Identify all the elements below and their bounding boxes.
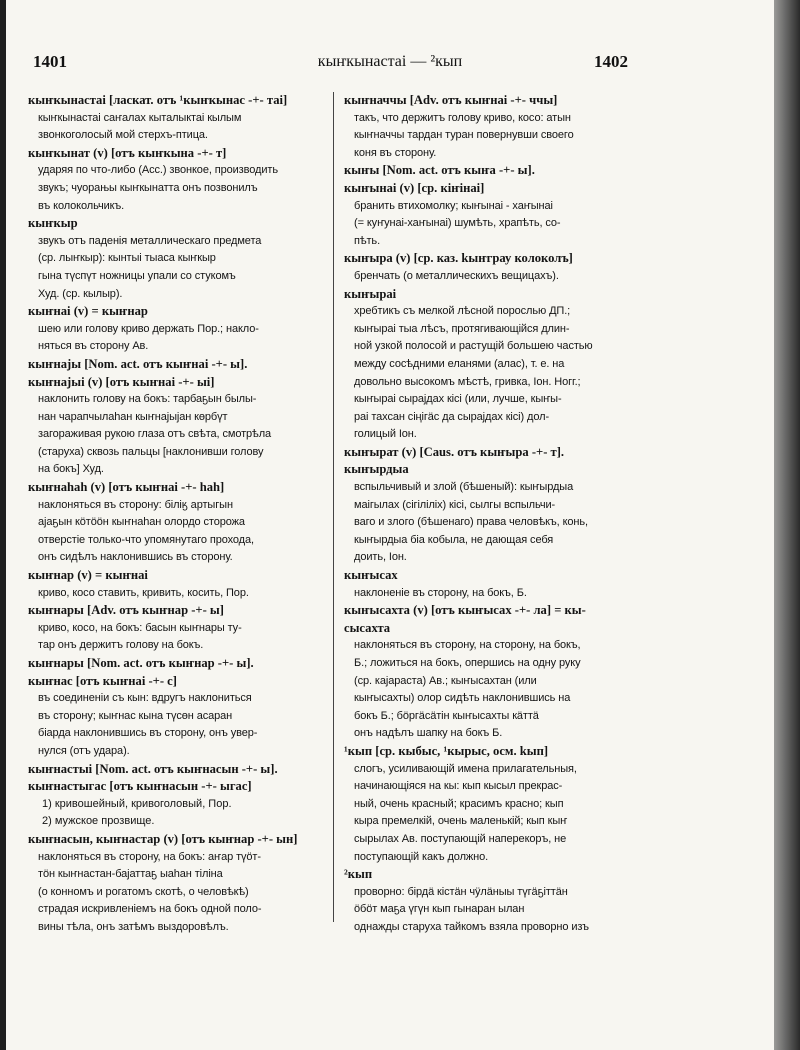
entry-text-line: въ колокольчикъ. — [38, 199, 125, 212]
entry-text-line: кыҥыраі тыа лѣсъ, протягивающійся длин- — [354, 322, 570, 335]
page-header — [6, 52, 774, 78]
entry-text-line: довольно высокомъ мѣстѣ, гривка, Іон. Ногг.; — [354, 375, 581, 388]
entry-text-line: кыҥырдыа біа кобыла, не дающая себя — [354, 533, 554, 546]
entry-text-line: шею или голову криво держать Пор.; накло- — [38, 322, 259, 335]
entry-headword-line: кыҥыраі — [344, 286, 397, 301]
entry-text-line: ударяя по что-либо (Acc.) звонкое, производить — [38, 164, 278, 177]
entry-text-line: няться въ сторону Ав. — [38, 340, 149, 353]
entry-text-line: Худ. (ср. кылыр). — [38, 287, 123, 300]
entry-text-line: ајаҕын кӧтӧӧн кыҥнаһан олордо сторожа — [38, 516, 245, 529]
entry-text-line: біарда наклонившись въ сторону, онъ увер- — [38, 727, 258, 740]
column-divider — [333, 92, 334, 922]
entry-text-line: криво, косо ставить, кривить, косить, Пор. — [38, 586, 249, 599]
right-column — [344, 92, 644, 937]
entry-text-line: голицый Іон. — [354, 428, 417, 441]
entry-text-line: кыҥысахты) олор сидѣть наклонившись на — [354, 692, 571, 705]
entry-text-line: звукъ; чуорањы кыҥкынатта онъ позвонилъ — [38, 181, 258, 194]
entry-text-line: онъ надѣлъ шапку на бокъ Б. — [354, 727, 503, 740]
entry-text-line: наклонить голову на бокъ: тарбаҕын былы- — [38, 393, 257, 406]
entry-text-line: (старуха) сквозь пальцы [наклонивши голову — [38, 445, 264, 458]
entry-text-line: между сосѣдними еланями (алас), т. е. на — [354, 357, 565, 370]
entry-text-line: сырылах Ав. поступающій наперекоръ, не — [354, 832, 567, 845]
entry-text-line: звонкоголосый мой стерхъ-птица. — [38, 129, 208, 142]
entry-text-line: нан чарапчылаһан кыҥнајыјан көрбүт — [38, 410, 228, 423]
entry-text-line: вспыльчивый и злой (бѣшеный): кыҥырдыа — [354, 481, 574, 494]
entry-headword-line: кыҥысах — [344, 568, 398, 583]
left-page-number: 1401 — [33, 52, 67, 71]
entry-text-line: нулся (отъ удара). — [38, 744, 130, 757]
entry-text-line: гына түспүт ножницы упали со стукомъ — [38, 269, 236, 282]
entry-headword-line: кыҥынаі (v) [ср. кіҥінаі] — [344, 180, 485, 195]
entry-headword-line: кыҥнајыі (v) [отъ кыҥнаі -+- ыі] — [28, 374, 215, 389]
entry-headword-line: сысахта — [344, 620, 391, 635]
entry-text-line: доить, Іон. — [354, 551, 407, 564]
entry-headword-line: кыҥнары [Nom. act. отъ кыҥнар -+- ы]. — [28, 656, 254, 670]
entry-text-line: наклоненіе въ сторону, на бокъ, Б. — [354, 586, 527, 599]
entry-text-line: загораживая рукою глаза отъ свѣта, смотрѣла — [38, 428, 272, 441]
entry-headword-line: кыҥнастыі [Nom. act. отъ кыҥнасын -+- ы]. — [28, 761, 278, 776]
entry-text-line: Б.; ложиться на бокъ, опершись на одну руку — [354, 657, 581, 669]
left-column — [28, 92, 328, 937]
entry-headword-line: кыҥы [Nom. act. отъ кыҥа -+- ы]. — [344, 163, 535, 178]
entry-headword-line: кыҥкыр — [28, 216, 78, 231]
entry-text-line: въ соединеніи съ кын: вдругъ наклониться — [38, 692, 252, 705]
entry-text-line: слогъ, усиливающій имена прилагательныя, — [354, 762, 577, 775]
entry-text-line: (ср. кајараста) Ав.; кыҥысахтан (или — [354, 674, 537, 687]
entry-text-line: коня въ сторону. — [354, 146, 437, 159]
entry-headword-line: кыҥнасын, кыҥнастар (v) [отъ кыҥнар -+- ын] — [28, 831, 298, 846]
entry-text-line: раі тахсан сіңігӓс да сырајдах кісі) дол- — [354, 410, 550, 423]
entry-text-line: кыра премелкій, очень маленькій; кып кыҥ — [354, 815, 568, 828]
entry-text-line: кыҥначчы тардан туран повернувши своего — [354, 129, 574, 142]
entry-headword-line: кыҥнаі (v) = кыҥнар — [28, 304, 148, 319]
entry-headword-line: кыҥысахта (v) [отъ кыҥысах -+- ла] = кы- — [344, 603, 586, 618]
entry-headword-line: кыҥнар (v) = кыҥнаі — [28, 568, 148, 583]
entry-text-line: однажды старуха тайкомъ взяла проворно изъ — [354, 920, 589, 933]
entry-text-line: (ср. лыҥкыр): кынтыі тыаса кыҥкыр — [38, 252, 216, 265]
running-title: кыҥкынастаі — ²кып — [317, 53, 463, 70]
entry-text-line: ӧбӧт маҕа үгүн кып гынаран ылан — [354, 903, 525, 916]
entry-text-line: ной узкой полосой и растущій большею частью — [354, 340, 593, 353]
entry-text-line: начинающіяся на кы: кып кысыл прекрас- — [354, 780, 563, 793]
right-page-number: 1402 — [594, 52, 628, 71]
dictionary-page — [6, 0, 774, 1050]
entry-headword-line: ¹кып [ср. кыбыс, ¹кырыс, осм. kып] — [344, 743, 549, 758]
entry-headword-line: ²кып — [344, 867, 373, 882]
entry-text-line: наклоняться въ сторону, на сторону, на бокъ, — [354, 639, 581, 652]
entry-text-line: вины тѣла, онъ затѣмъ выздоровѣлъ. — [38, 920, 229, 933]
entry-headword-line: кыҥыра (v) [ср. каз. kыҥграу колоколъ] — [344, 251, 573, 266]
entry-headword-line: кыҥкынастаі [ласкат. отъ ¹кыҥкынас -+- таі] — [28, 93, 288, 107]
entry-text-line: наклоняться въ сторону, на бокъ: аҥар түӧт- — [38, 850, 261, 863]
entry-text-line: тар онъ держитъ голову на бокъ. — [38, 639, 204, 652]
entry-text-line: кыҥкынастаі саҥалах кыталыктаі кылым — [38, 111, 242, 124]
entry-text-line: криво, косо, на бокъ: басын кыҥнары ту- — [38, 621, 242, 634]
entry-text-line: поступающій какъ должно. — [354, 850, 489, 863]
entry-headword-line: кыҥнары [Adv. отъ кыҥнар -+- ы] — [28, 603, 224, 618]
entry-text-line: 1) кривошейный, кривоголовый, Пор. — [42, 797, 232, 810]
entry-text-line: кыҥыраі сырајдах кісі (или, лучше, кыҥы- — [354, 393, 562, 406]
entry-text-line: 2) мужское прозвище. — [42, 815, 155, 828]
entry-text-line: проворно: бірдӓ кістӓн чӱлӓныы түгӓҕіттӓн — [354, 885, 568, 898]
entry-text-line: хребтикъ съ мелкой лѣсной порослью ДП.; — [354, 305, 571, 318]
entry-text-line: на бокъ] Худ. — [38, 463, 104, 476]
entry-text-line: ваго и злого (бѣшенаго) права человѣкъ, конь, — [354, 516, 588, 529]
entry-headword-line: кыҥнастыгас [отъ кыҥнасын -+- ыгас] — [28, 779, 252, 794]
entry-text-line: въ сторону; кыҥнас кына түсөн асаран — [38, 709, 233, 722]
entry-text-line: онъ сидѣлъ наклонившись въ сторону. — [38, 551, 233, 564]
entry-text-line: звукъ отъ паденія металлическаго предмета — [38, 234, 262, 247]
entry-headword-line: кыҥнаһаһ (v) [отъ кыҥнаі -+- һаһ] — [28, 480, 225, 495]
entry-headword-line: кыҥкынат (v) [отъ кыҥкына -+- т] — [28, 145, 227, 160]
entry-headword-line: кыҥнас [отъ кыҥнаі -+- с] — [28, 673, 177, 688]
entry-text-line: бранить втихомолку; кыҥынаі - хаҥынаі — [354, 199, 553, 212]
entry-text-line: ный, очень красный; красимъ красно; кып — [354, 797, 564, 810]
entry-text-line: маігылах (сігіліліх) кісі, сылгы вспыльчи- — [354, 498, 556, 511]
entry-text-line: отверстіе только-что упомянутаго прохода, — [38, 533, 254, 546]
entry-text-line: (о конномъ и рогатомъ скотѣ, о человѣкѣ) — [38, 885, 249, 898]
entry-headword-line: кыҥырдыа — [344, 462, 409, 477]
entry-text-line: бокъ Б.; бӧргӓсӓтін кыҥысахты кӓттӓ — [354, 709, 539, 722]
entry-headword-line: кыҥначчы [Adv. отъ кыҥнаі -+- ччы] — [344, 93, 558, 107]
entry-text-line: пѣть. — [354, 234, 381, 247]
entry-text-line: тӧн кыҥнастан-бајаттаҕ ыаһан тіліна — [38, 868, 223, 881]
entry-headword-line: кыҥырат (v) [Caus. отъ кыҥыра -+- т]. — [344, 444, 565, 459]
entry-text-line: такъ, что держитъ голову криво, косо: атын — [354, 111, 571, 124]
entry-text-line: наклоняться въ сторону: біліӄ артыгын — [38, 498, 233, 511]
entry-text-line: (= куҥунаі-хаҥынаі) шумѣть, храпѣть, со- — [354, 217, 561, 230]
entry-text-line: страдая искривленіемъ на бокъ одной поло- — [38, 903, 262, 916]
page-edge-shadow — [774, 0, 800, 1050]
entry-text-line: бренчать (о металлическихъ вещицахъ). — [354, 269, 559, 282]
entry-headword-line: кыҥнајы [Nom. act. отъ кыҥнаі -+- ы]. — [28, 356, 248, 371]
